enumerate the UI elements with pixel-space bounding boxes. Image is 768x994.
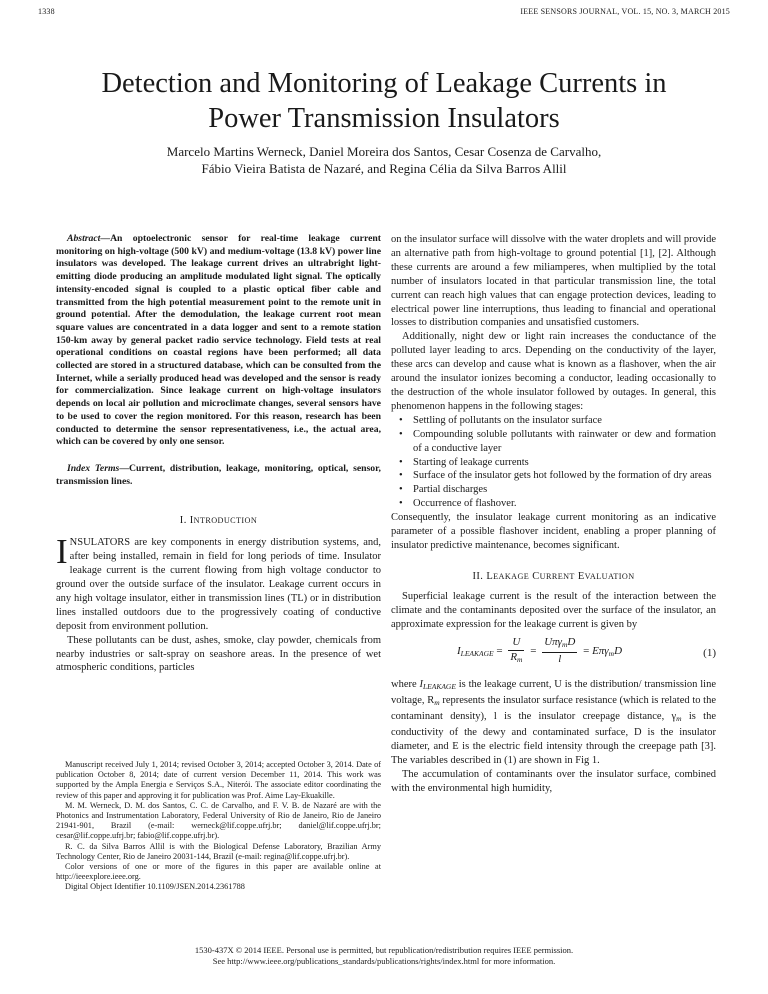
eq-frac1-num: U <box>508 636 524 651</box>
section2-rest-2: URRENT <box>539 571 575 581</box>
intro-paragraph-1 <box>56 532 381 633</box>
section2-numeral: II. <box>472 570 484 582</box>
eq-lhs: I <box>457 645 461 658</box>
eq-fraction-2 <box>542 636 577 667</box>
equation-number: (1) <box>703 647 716 660</box>
footnote-block <box>56 760 381 893</box>
leakage-paragraph-3: The accumulation of contaminants over the insulator surface, combined with the environmental high humidity, <box>391 768 716 794</box>
footnote-affiliation-1: M. M. Werneck, D. M. dos Santos, C. C. de Carvalho, and F. V. B. de Nazaré are with the Photonics and Instrumentation Laboratory, Federal University of Rio de Janeiro, Rio de Janeiro 21941-901, Brazil (e-mail: werneck@lif.coppe.ufrj.br; daniel@lif.coppe.ufrj.br; cesar@lif.coppe.ufrj.br; fabio@lif.coppe.ufrj.br). <box>56 800 381 841</box>
section2-cap-1: L <box>486 570 494 582</box>
section2-cap-3: E <box>577 570 585 582</box>
right-paragraph-1: on the insulator surface will dissolve with the water droplets and will provide an alternative path from high-voltage to ground potential [1], [2]. Although these currents are around a few miliamperes, when multiplied by the total number of insulators located in that particular transmission line, the total current can reach high values that can engage protection devices, leading to electrical power line interruptions, thus leading to financial and operational losses to distribution companies and unsatisfied customers. <box>391 234 716 329</box>
eq-rhs-sub: m <box>608 649 615 659</box>
footnote-doi: Digital Object Identifier 10.1109/JSEN.2014.2361788 <box>65 882 245 892</box>
title-line-1: Detection and Monitoring of Leakage Currents in <box>101 68 667 99</box>
eq-frac1-den: R <box>510 651 518 664</box>
abstract-lead: Abstract <box>67 233 101 244</box>
list-item: • Partial discharges <box>391 483 716 497</box>
eq-fraction-1 <box>508 636 524 667</box>
eq-frac1-den-sub: m <box>517 655 523 665</box>
eq-rhs-tail: D <box>614 645 623 658</box>
right-paragraph-3: Consequently, the insulator leakage current monitoring as an indicative parameter of a possible flashover incident, enabling a proper planning of insulator predictive maintenance, becomes significant. <box>391 512 716 551</box>
abstract-text: An optoelectronic sensor for real-time leakage current monitoring on high-voltage (500 kV) and medium-voltage (13.8 kV) power line insulators was developed. The leakage current drives an ultrabright light-emitting diode producing an amplitude modulated light signal. The optically intensity-encoded signal is coupled to a plastic optical fiber cable and transmitted from the high potential measurement point to the remote unit in ground potential. After the demodulation, the leakage current root mean square values are concentrated in a data logger and sent to a remote station 150-km away by general packet radio service technology. Field tests at real operational conditions on coastal regions have been performed; all data collected are stored in a structured database, which can be consulted from the Internet, while a serially produced head was developed and the sensor is ready for commercialization. Since leakage current on high-voltage insulators depends on local air pollution and microclimate changes, several sensors have to be used to cover the region monitored. For this reason, research has been conducted to determine the sensor representativeness, i.e., the actual area, which can be covered by only one sensor. <box>56 233 381 448</box>
title-line-2: Power Transmission Insulators <box>208 103 560 134</box>
p2-symbol-sub: LEAKAGE <box>422 682 456 692</box>
list-item: • Compounding soluble pollutants with rainwater or dew and formation of a conductive layer <box>391 428 716 456</box>
footnote-color-versions: Color versions of one or more of the figures in this paper are available online at http://ieeexplore.ieee.org. <box>56 862 381 882</box>
leakage-paragraph-2 <box>391 678 716 767</box>
leakage-paragraph-1: Superficial leakage current is the result of the interaction between the climate and the contaminants deposited over the surface of the insulator, an approximate expression for the leakage current is given by <box>391 590 716 630</box>
author-list <box>40 143 728 177</box>
index-terms-text: Current, distribution, leakage, monitoring, optical, sensor, transmission lines. <box>56 462 381 487</box>
section-heading-leakage <box>391 570 716 584</box>
index-terms: Index Terms—Current, distribution, leakage, monitoring, optical, sensor, transmission lines. <box>56 462 381 487</box>
section2-rest-1: EAKAGE <box>493 571 530 581</box>
section1-title-rest: NTRODUCTION <box>193 516 258 526</box>
index-terms-lead: Index Terms <box>67 462 120 474</box>
p2-part-b-sub: m <box>434 698 440 708</box>
eq-frac2-num-tail: D <box>567 636 576 649</box>
p2-part-b: is the leakage current, U is the distribution/ transmission line voltage, R <box>391 679 716 707</box>
copyright-line-2: See http://www.ieee.org/publications_standards/publications/rights/index.html for more information. <box>212 956 556 966</box>
p2-part-c: represents the insulator surface resistance (which is related to the contaminant density), l is the insulator creepage distance, γ <box>391 695 716 723</box>
list-item: • Settling of pollutants on the insulator surface <box>391 414 716 428</box>
eq-frac2-num-sub: m <box>561 640 568 650</box>
running-header <box>38 7 730 21</box>
p2-symbol: I <box>419 679 423 691</box>
authors-line-2: Fábio Vieira Batista de Nazaré, and Regina Célia da Silva Barros Allil <box>201 161 567 176</box>
abstract: Abstract—An optoelectronic sensor for real-time leakage current monitoring on high-voltage (500 kV) and medium-voltage (13.8 kV) power line insulators was developed. The leakage current drives an ultrabright light-emitting diode producing an amplitude modulated light signal. The optically intensity-encoded signal is coupled to a plastic optical fiber cable and transmitted from the high potential measurement point to the remote unit in ground potential. After the demodulation, the leakage current root mean square values are concentrated in a data logger and sent to a remote station 150-km away by general packet radio service technology. Field tests at real operational conditions on coastal regions have been performed; all data collected are stored in a structured database, which can be consulted from the Internet, while a serially produced head was developed and the sensor is ready for commercialization. Since leakage current on high-voltage insulators depends on local air pollution and microclimate changes, several sensors have to be used to cover the region monitored. For this reason, research has been conducted to determine the sensor representativeness, i.e., the actual area, which can be covered by only one sensor. <box>56 233 381 448</box>
eq-lhs-sub: LEAKAGE <box>460 649 494 659</box>
right-paragraph-2: Additionally, night dew or light rain increases the conductance of the polluted layer leading to arcs. Depending on the conductivity of the layer, these arcs can develop and cause what is known as a flashover, when the air around the insulator ionizes becoming a conductor, leading occasionally to the destruction of the whole insulator followed by outages. In general, this phenomenon happens in the following stages: <box>391 331 716 412</box>
authors-line-1: Marcelo Martins Werneck, Daniel Moreira dos Santos, Cesar Cosenza de Carvalho, <box>166 144 602 159</box>
eq-frac2-num: Uπγ <box>544 636 562 649</box>
page-number: 1338 <box>38 7 55 16</box>
list-item: • Occurrence of flashover. <box>391 497 716 511</box>
intro-paragraph-2: These pollutants can be dust, ashes, smoke, clay powder, chemicals from nearby industries or salt-spray on seashore areas. In the presence of wet atmospheric conditions, particles <box>56 634 381 674</box>
right-column <box>391 233 716 796</box>
footnote-affiliation-2: R. C. da Silva Barros Allil is with the Biological Defense Laboratory, Brazilian Army Technology Center, Rio de Janeiro 20031-144, Brazil (e-mail: regina@lif.coppe.ufrj.br). <box>56 841 381 861</box>
p2-part-a: where <box>391 679 420 691</box>
section-heading-introduction <box>56 514 381 528</box>
list-item: • Starting of leakage currents <box>391 456 716 470</box>
p2-part-d: is the conductivity of the dewy and contaminated surface, D is the insulator diameter, and E is the electric field intensity through the creepage path [3]. The variables described in (1) are shown in Fig 1. <box>391 711 716 766</box>
equation-1 <box>391 633 716 675</box>
paper-title <box>40 66 728 136</box>
section2-cap-2: C <box>532 570 540 582</box>
footnote-manuscript: Manuscript received July 1, 2014; revised October 3, 2014; accepted October 3, 2014. Date of publication October 8, 2014; date of current version December 11, 2014. This work was supported by the Ampla Energia e Serviços S.A., Niterói. The associate editor coordinating the review of this paper and approving it for publication was Prof. Aime Lay-Ekuakille. <box>56 760 381 800</box>
section1-numeral: I. <box>179 515 187 527</box>
p2-part-c-sub: m <box>676 714 682 724</box>
equation-body: $I_{LEAKAGE}$ = $\frac{U}{R_m}$ = $\frac{U\pi\gamma_mD}{l}$ = Eπγ$_m$D <box>457 636 623 666</box>
copyright-notice <box>40 945 728 967</box>
list-item: • Surface of the insulator gets hot followed by the formation of dry areas <box>391 469 716 483</box>
intro-p1-text: NSULATORS are key components in energy distribution systems, and, after being installed, remain in field for long periods of time. Insulator leakage current is the current flowing from high voltage conductor to ground over the outside surface of the insulator. Leakage current occurs in any high voltage insulator, either in transmission lines (TL) or in distribution lines installed outdoors due to the progressively coating of conductive deposit from environment pollution. <box>56 537 381 632</box>
section1-title-cap: I <box>189 515 194 527</box>
journal-header: IEEE SENSORS JOURNAL, VOL. 15, NO. 3, MARCH 2015 <box>520 7 730 16</box>
eq-rhs: Eπγ <box>592 645 609 658</box>
left-column <box>56 233 381 675</box>
eq-frac2-den: l <box>558 653 562 666</box>
section2-rest-3: VALUATION <box>584 571 635 581</box>
stage-list <box>391 414 716 511</box>
drop-cap: I <box>56 532 68 572</box>
copyright-line-1: 1530-437X © 2014 IEEE. Personal use is permitted, but republication/redistribution requires IEEE permission. <box>194 945 574 955</box>
